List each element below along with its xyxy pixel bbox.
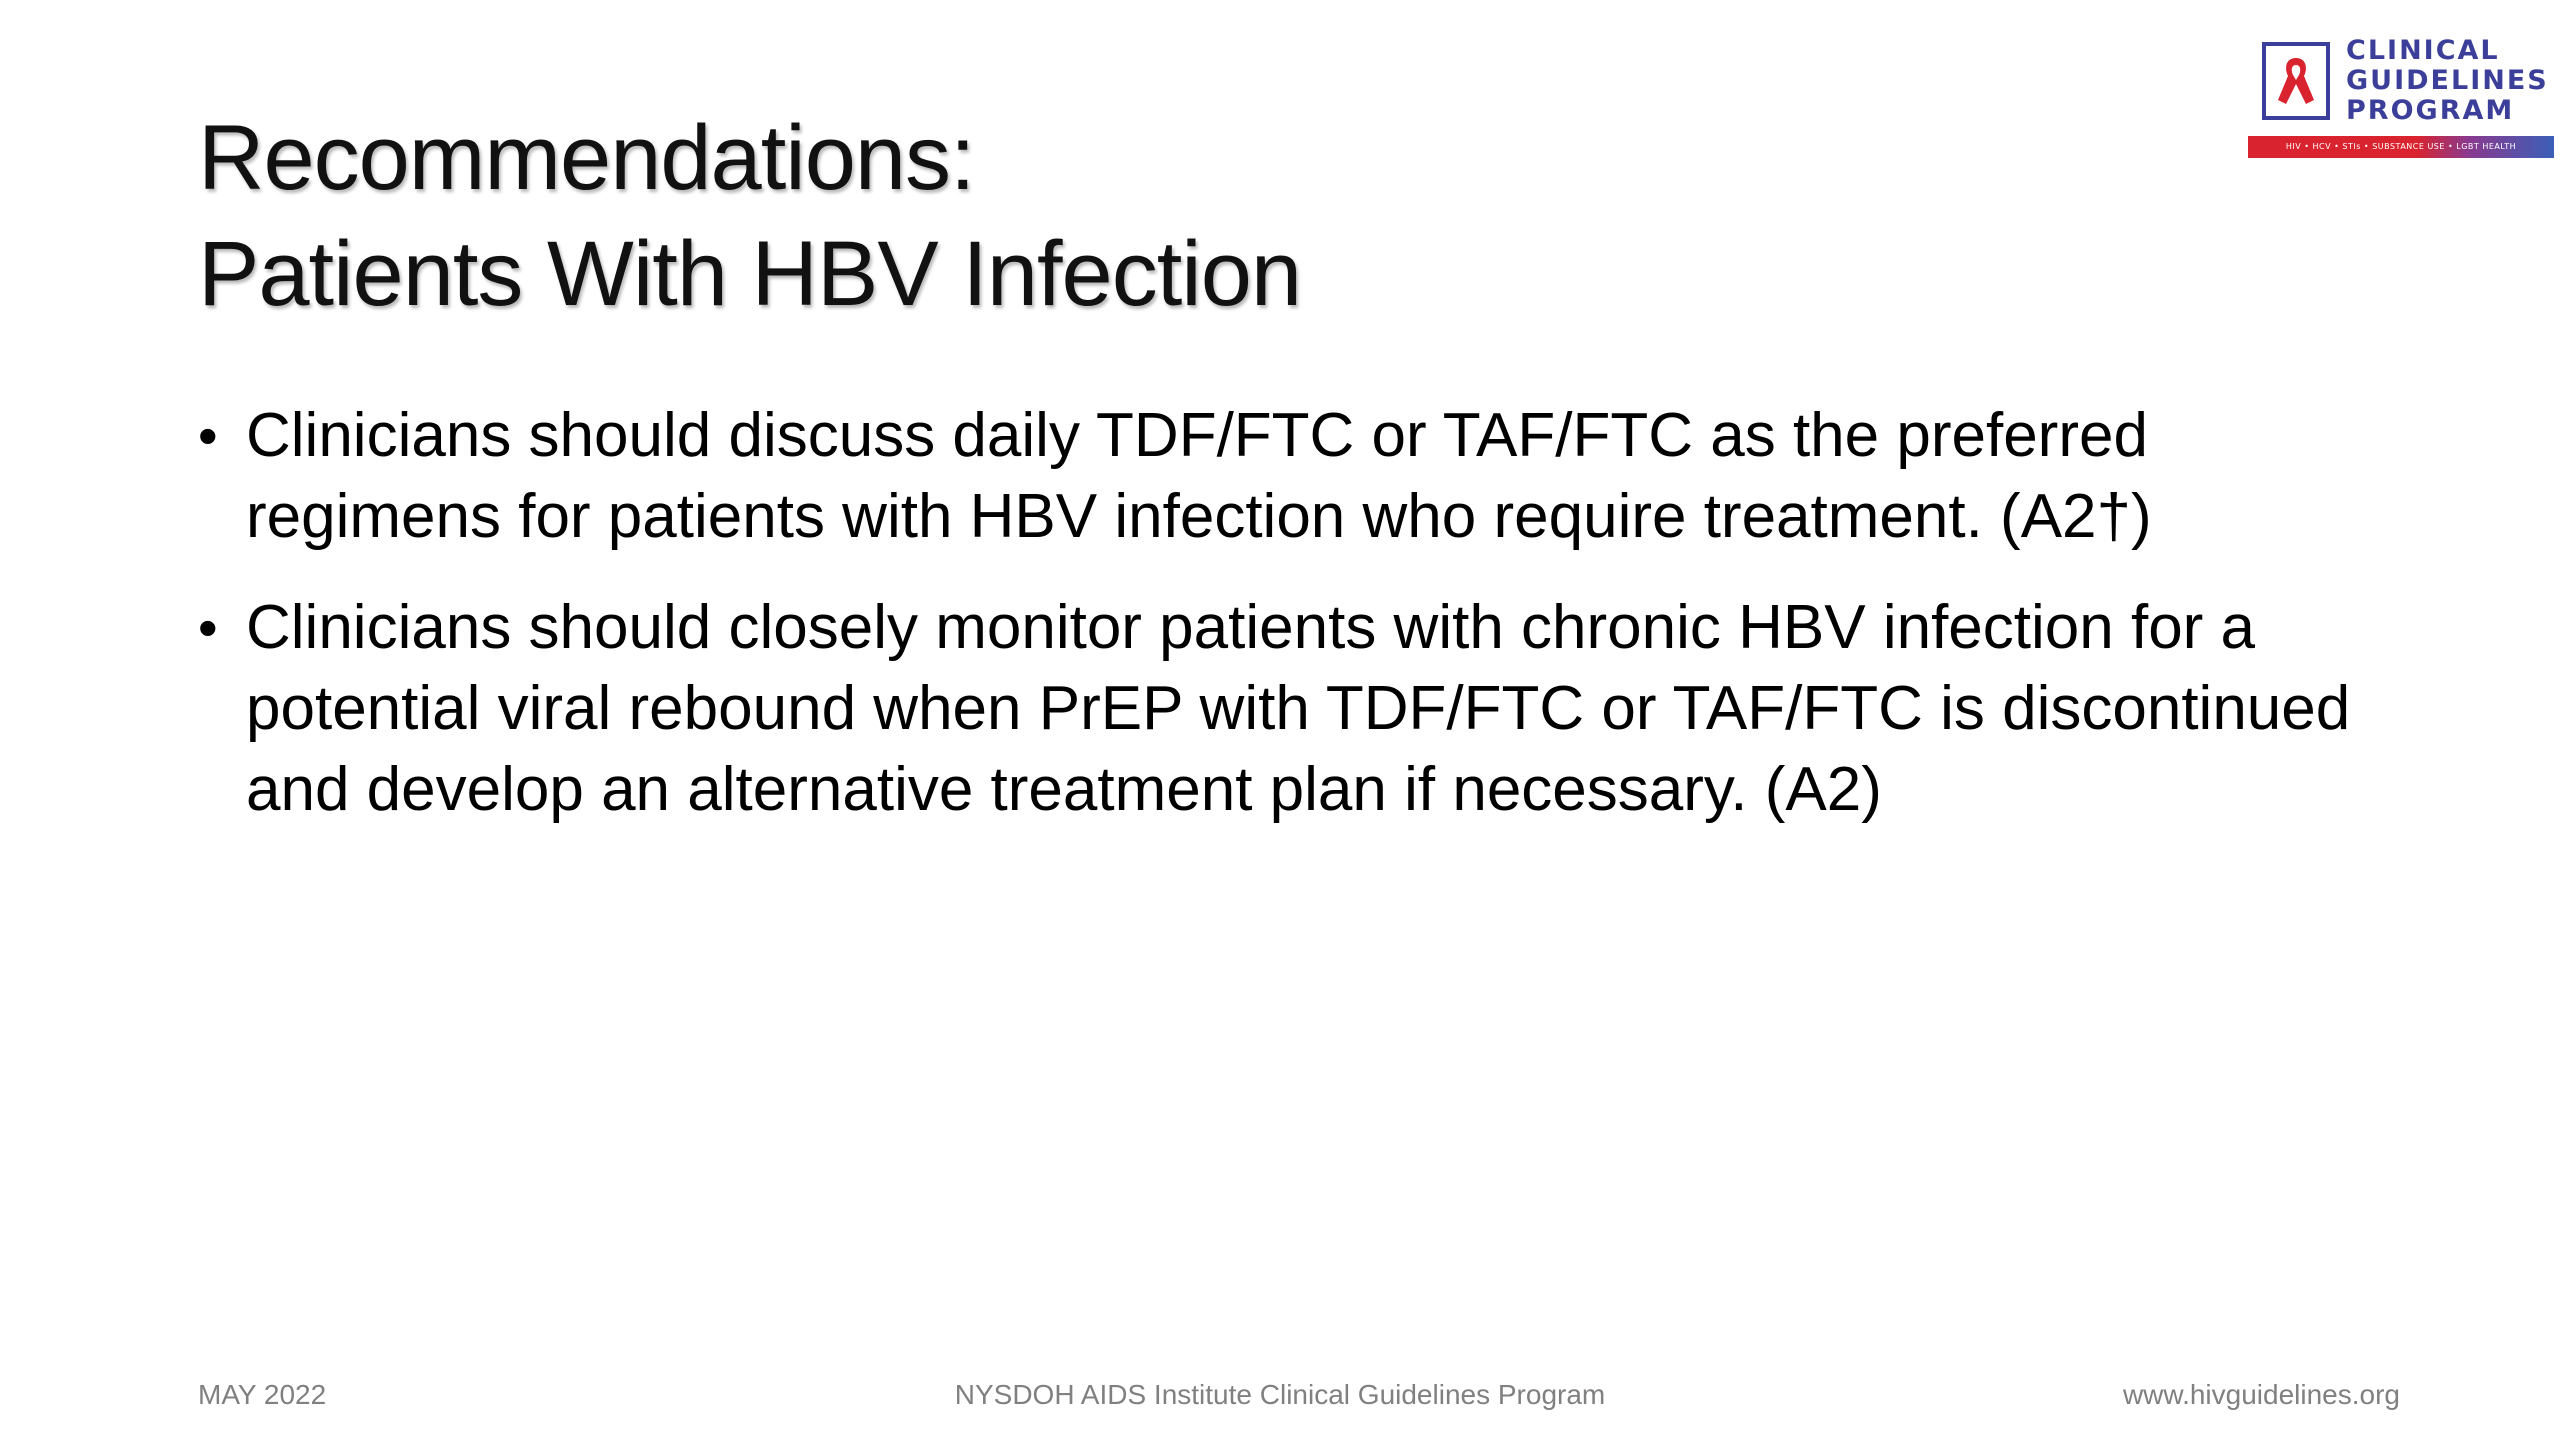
logo-line-2: GUIDELINES — [2346, 65, 2549, 96]
clinical-guidelines-logo — [2246, 36, 2556, 162]
red-ribbon-icon — [2262, 42, 2330, 120]
logo-wordmark — [2346, 36, 2549, 126]
logo-tagline-band: HIV • HCV • STIs • SUBSTANCE USE • LGBT HEALTH — [2248, 136, 2554, 158]
recommendation-item — [198, 587, 2418, 830]
recommendation-text: Clinicians should closely monitor patients with chronic HBV infection for a potential viral rebound when PrEP with TDF/FTC or TAF/FTC is discontinued and develop an alternative treatment plan if necessary. (A2) — [246, 593, 2351, 824]
footer-website-link[interactable]: www.hivguidelines.org — [2122, 1379, 2400, 1410]
footer-program: NYSDOH AIDS Institute Clinical Guidelines Program — [954, 1379, 1606, 1410]
slide-title — [198, 100, 2098, 332]
logo-line-1: CLINICAL — [2346, 35, 2500, 66]
title-line-1: Recommendations: — [198, 107, 975, 209]
title-line-2: Patients With HBV Infection — [198, 223, 1302, 325]
footer-date: MAY 2022 — [198, 1379, 327, 1410]
logo-line-3: PROGRAM — [2346, 95, 2515, 126]
recommendation-text: Clinicians should discuss daily TDF/FTC or TAF/FTC as the preferred regimens for patients with HBV infection who require treatment. (A2†) — [246, 401, 2152, 551]
recommendation-list — [198, 395, 2418, 860]
recommendation-item — [198, 395, 2418, 557]
bullet-icon: • — [198, 404, 218, 467]
bullet-icon: • — [198, 596, 218, 659]
